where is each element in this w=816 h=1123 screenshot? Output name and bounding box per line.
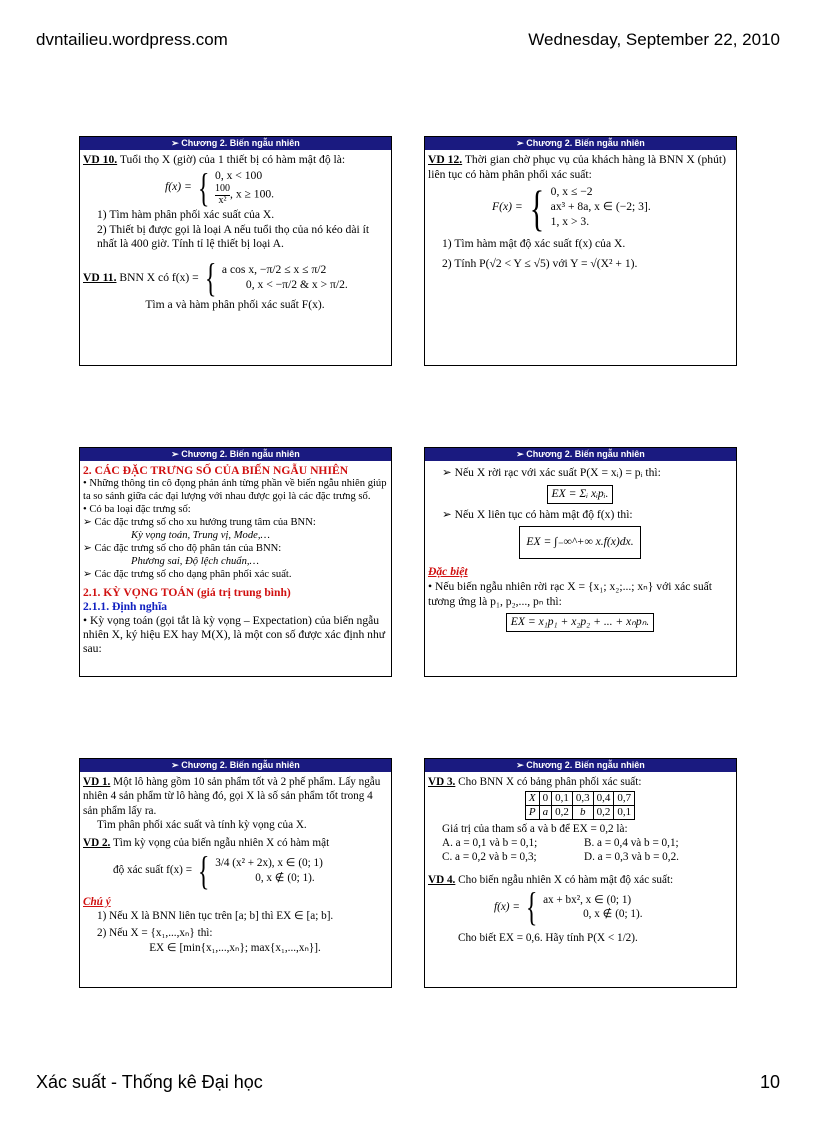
option-a: A. a = 0,1 và b = 0,1; (442, 836, 538, 849)
slide-1: ➢ Chương 2. Biến ngẫu nhiên VD 10. Tuổi thọ X (giờ) của 1 thiết bị có hàm mật độ là: f(x) = { 0, x < 100 $\frac{100}{\text{x²}}$ , x ≥ 100. 1) Tìm hàm phân phối xác suất của X. 2) Thiết bị được gọi là loại A nếu tuổi thọ của nó kéo dài ít nhất là 400 giờ. Tính tỉ lệ thiết bị loại A. VD 11. BNN X có f(x) = { a cos x, −π/2 ≤ x ≤ π/2 0, x < −π/2 & x > π/2. Tìm a và hàm phân phối xác suất F(x). (79, 136, 392, 366)
special-heading: Đặc biệt (428, 565, 468, 579)
slide-2: ➢ Chương 2. Biến ngẫu nhiên VD 12. Thời gian chờ phục vụ của khách hàng là BNN X (phút) liên tục có hàm phân phối xác suất: F(x) = { 0, x ≤ −2 ax³ + 8a, x ∈ (−2; 3]. 1, x > 3. 1) Tìm hàm mật độ xác suất f(x) của X. 2) Tính P(√2 < Y ≤ √5) với Y = √(X² + 1). (424, 136, 737, 366)
note-heading: Chú ý (83, 895, 111, 908)
slide-title-bar: ➢ Chương 2. Biến ngẫu nhiên (425, 448, 736, 461)
definition-heading: 2.1.1. Định nghĩa (83, 599, 168, 613)
example-tag: VD 10. (83, 153, 118, 166)
table-row: P a 0,2 b 0,2 0,1 (525, 805, 634, 819)
slide-5: ➢ Chương 2. Biến ngẫu nhiên VD 1. Một lô hàng gồm 10 sản phẩm tốt và 2 phế phẩm. Lấy ngẫu nhiên 4 sản phẩm từ lô hàng đó, gọi X là số sản phẩm tốt trong 4 sản phẩm lấy ra. Tìm phân phối xác suất và tính kỳ vọng của X. VD 2. Tìm kỳ vọng của biến ngẫu nhiên X có hàm mật độ xác suất f(x) = { 3/4 (x² + 2x), x ∈ (0; 1) 0, x ∉ (0; 1). Chú ý 1) Nếu X là BNN liên tục trên [a; b] thì EX ∈ [a; b]. 2) Nếu X = {x₁,...,xₙ} thì: EX ∈ [min{x₁,...,xₙ}; max{x₁,...,xₙ}]. (79, 758, 392, 988)
slide-title-bar: ➢ Chương 2. Biến ngẫu nhiên (425, 759, 736, 772)
slide-6: ➢ Chương 2. Biến ngẫu nhiên VD 3. Cho BNN X có bảng phân phối xác suất: X 0 0,1 0,3 0,4 0,7 P a 0,2 b 0,2 0,1 Giá trị của tham số a và b để EX = 0,2 là: A. a = 0,1 và b = 0,1; B. a = 0,4 và b = 0,1; C. a = 0,2 và b = 0,3; D. a = 0,3 và b = 0,2. VD 4. Cho biến ngẫu nhiên X có hàm mật độ xác suất: f(x) = { ax + bx², x ∈ (0; 1) 0, x ∉ (0; 1). Cho biết EX = 0,6. Hãy tính P(X < 1/2). (424, 758, 737, 988)
page-number: 10 (759, 1072, 780, 1092)
piecewise-function: f(x) = { ax + bx², x ∈ (0; 1) 0, x ∉ (0; 1). (494, 883, 643, 929)
formula-box: EX = Σᵢ xᵢpᵢ. (547, 485, 614, 504)
formula-box: EX = ∫₋∞^+∞ x.f(x)dx. (519, 526, 640, 559)
table-row: X 0 0,1 0,3 0,4 0,7 (525, 792, 634, 806)
formula-box: EX = x₁p₁ + x₂p₂ + ... + xₙpₙ. (506, 613, 654, 632)
option-b: B. a = 0,4 và b = 0,1; (584, 836, 679, 849)
slide-3: ➢ Chương 2. Biến ngẫu nhiên 2. CÁC ĐẶC TRƯNG SỐ CỦA BIẾN NGẪU NHIÊN • Những thông tin cô đọng phản ánh từng phần về biến ngẫu nhiên giúp ta so sánh giữa các đại lượng với nhau được gọi là các đặc trưng số. • Có ba loại đặc trưng số: ➢ Các đặc trưng số cho xu hướng trung tâm của BNN: Kỳ vọng toán, Trung vị, Mode,… ➢ Các đặc trưng số cho độ phân tán của BNN: Phương sai, Độ lệch chuẩn,… ➢ Các đặc trưng số cho dạng phân phối xác suất. 2.1. KỲ VỌNG TOÁN (giá trị trung bình) 2.1.1. Định nghĩa • Kỳ vọng toán (gọi tắt là kỳ vọng – Expectation) của biến ngẫu nhiên X, ký hiệu EX hay M(X), là một con số được xác định như sau: (79, 447, 392, 677)
piecewise-function: f(x) = { 0, x < 100 $\frac{100}{\text{x²}}$ , x ≥ 100. (165, 164, 275, 210)
header-date: Wednesday, September 22, 2010 (528, 30, 780, 49)
slide-title-bar: ➢ Chương 2. Biến ngẫu nhiên (80, 137, 391, 150)
distribution-table (525, 791, 635, 819)
piecewise-function: độ xác suất f(x) = { 3/4 (x² + 2x), x ∈ (0; 1) 0, x ∉ (0; 1). (113, 847, 323, 893)
slide-title-bar: ➢ Chương 2. Biến ngẫu nhiên (425, 137, 736, 150)
option-c: C. a = 0,2 và b = 0,3; (442, 851, 537, 864)
piecewise-function: F(x) = { 0, x ≤ −2 ax³ + 8a, x ∈ (−2; 3]. 1, x > 3. (492, 179, 651, 236)
slide-title-bar: ➢ Chương 2. Biến ngẫu nhiên (80, 448, 391, 461)
piecewise-function: VD 11. BNN X có f(x) = { a cos x, −π/2 ≤ x ≤ π/2 0, x < −π/2 & x > π/2. (83, 255, 348, 301)
header-site: dvntailieu.wordpress.com (36, 30, 228, 49)
footer-title: Xác suất - Thống kê Đại học (36, 1072, 263, 1092)
slide-title-bar: ➢ Chương 2. Biến ngẫu nhiên (80, 759, 391, 772)
subsection-heading: 2.1. KỲ VỌNG TOÁN (giá trị trung bình) (83, 585, 291, 599)
slide-4: ➢ Chương 2. Biến ngẫu nhiên ➢ Nếu X rời rạc với xác suất P(X = xᵢ) = pᵢ thì: EX = Σᵢ xᵢpᵢ. ➢ Nếu X liên tục có hàm mật độ f(x) thì: EX = ∫₋∞^+∞ x.f(x)dx. Đặc biệt • Nếu biến ngẫu nhiên rời rạc X = {x₁; x₂;...; xₙ} với xác suất tương ứng là p₁, p₂,..., pₙ thì: EX = x₁p₁ + x₂p₂ + ... + xₙpₙ. (424, 447, 737, 677)
option-d: D. a = 0,3 và b = 0,2. (584, 851, 679, 864)
section-heading: 2. CÁC ĐẶC TRƯNG SỐ CỦA BIẾN NGẪU NHIÊN (83, 464, 349, 477)
